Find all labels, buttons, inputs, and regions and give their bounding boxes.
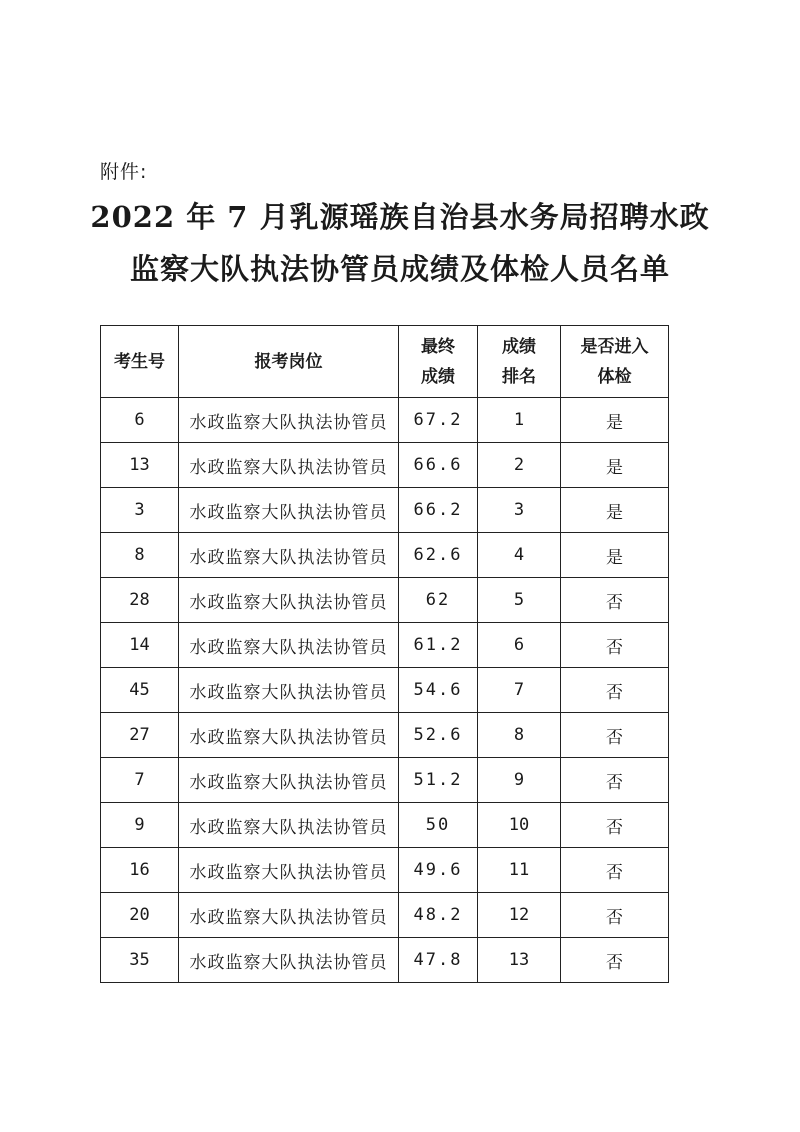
final-score-cell: 49.6: [399, 848, 478, 893]
final-score-cell: 67.2: [399, 398, 478, 443]
final-score-cell: 50: [399, 803, 478, 848]
physical-exam-cell: 否: [561, 848, 669, 893]
table-row: [101, 398, 669, 443]
final-score-cell: 62.6: [399, 533, 478, 578]
post-cell: 水政监察大队执法协管员: [179, 758, 399, 803]
header-row: [101, 326, 669, 398]
physical-exam-cell: 否: [561, 893, 669, 938]
exam-number-cell: 7: [101, 758, 179, 803]
final-score-cell: 48.2: [399, 893, 478, 938]
exam-number-cell: 27: [101, 713, 179, 758]
exam-number-cell: 8: [101, 533, 179, 578]
post-cell: 水政监察大队执法协管员: [179, 938, 399, 983]
exam-number-cell: 35: [101, 938, 179, 983]
attachment-label: 附件:: [100, 161, 148, 183]
final-score-cell: 66.2: [399, 488, 478, 533]
column-header-line: 成绩: [421, 366, 455, 387]
final-score-cell: 54.6: [399, 668, 478, 713]
exam-number-cell: 6: [101, 398, 179, 443]
physical-exam-cell: 否: [561, 623, 669, 668]
column-header-line: 排名: [502, 366, 536, 387]
post-cell: 水政监察大队执法协管员: [179, 443, 399, 488]
physical-exam-cell: 否: [561, 938, 669, 983]
table-row: [101, 713, 669, 758]
column-header-exam-no: [101, 326, 179, 398]
rank-cell: 9: [478, 758, 561, 803]
exam-number-cell: 20: [101, 893, 179, 938]
table-row: [101, 578, 669, 623]
column-header-line: 是否进入: [580, 336, 649, 357]
final-score-cell: 47.8: [399, 938, 478, 983]
post-cell: 水政监察大队执法协管员: [179, 668, 399, 713]
rank-cell: 4: [478, 533, 561, 578]
physical-exam-cell: 否: [561, 803, 669, 848]
column-header-rank: [478, 326, 561, 398]
physical-exam-cell: 是: [561, 533, 669, 578]
physical-exam-cell: 是: [561, 398, 669, 443]
final-score-cell: 66.6: [399, 443, 478, 488]
table-row: [101, 668, 669, 713]
table-row: [101, 623, 669, 668]
table-row: [101, 488, 669, 533]
exam-number-cell: 9: [101, 803, 179, 848]
rank-cell: 3: [478, 488, 561, 533]
post-cell: 水政监察大队执法协管员: [179, 848, 399, 893]
exam-number-cell: 16: [101, 848, 179, 893]
column-header-line: 最终: [421, 336, 455, 357]
table-row: [101, 533, 669, 578]
results-table: [100, 325, 669, 983]
column-header-post: [179, 326, 399, 398]
table-row: [101, 803, 669, 848]
column-header-line: 成绩: [502, 336, 536, 357]
rank-cell: 2: [478, 443, 561, 488]
post-cell: 水政监察大队执法协管员: [179, 713, 399, 758]
physical-exam-cell: 是: [561, 443, 669, 488]
exam-number-cell: 3: [101, 488, 179, 533]
rank-cell: 6: [478, 623, 561, 668]
final-score-cell: 62: [399, 578, 478, 623]
post-cell: 水政监察大队执法协管员: [179, 623, 399, 668]
column-header-line: 体检: [597, 366, 632, 387]
document-title-line-2: 监察大队执法协管员成绩及体检人员名单: [129, 252, 670, 286]
rank-cell: 13: [478, 938, 561, 983]
results-table-header: [101, 326, 669, 398]
column-header-line: 报考岗位: [254, 351, 323, 372]
exam-number-cell: 14: [101, 623, 179, 668]
rank-cell: 10: [478, 803, 561, 848]
exam-number-cell: 45: [101, 668, 179, 713]
post-cell: 水政监察大队执法协管员: [179, 398, 399, 443]
column-header-physical: [561, 326, 669, 398]
table-row: [101, 938, 669, 983]
rank-cell: 1: [478, 398, 561, 443]
physical-exam-cell: 是: [561, 488, 669, 533]
physical-exam-cell: 否: [561, 668, 669, 713]
results-table-body: [101, 398, 669, 983]
physical-exam-cell: 否: [561, 758, 669, 803]
column-header-score: [399, 326, 478, 398]
physical-exam-cell: 否: [561, 713, 669, 758]
post-cell: 水政监察大队执法协管员: [179, 803, 399, 848]
rank-cell: 11: [478, 848, 561, 893]
physical-exam-cell: 否: [561, 578, 669, 623]
column-header-line: 考生号: [114, 351, 165, 372]
rank-cell: 5: [478, 578, 561, 623]
rank-cell: 7: [478, 668, 561, 713]
table-row: [101, 848, 669, 893]
post-cell: 水政监察大队执法协管员: [179, 533, 399, 578]
table-row: [101, 758, 669, 803]
table-row: [101, 893, 669, 938]
exam-number-cell: 13: [101, 443, 179, 488]
post-cell: 水政监察大队执法协管员: [179, 488, 399, 533]
final-score-cell: 52.6: [399, 713, 478, 758]
post-cell: 水政监察大队执法协管员: [179, 893, 399, 938]
final-score-cell: 51.2: [399, 758, 478, 803]
rank-cell: 8: [478, 713, 561, 758]
document-title-line-1: 2022 年 7 月乳源瑶族自治县水务局招聘水政: [90, 200, 710, 234]
table-row: [101, 443, 669, 488]
exam-number-cell: 28: [101, 578, 179, 623]
rank-cell: 12: [478, 893, 561, 938]
final-score-cell: 61.2: [399, 623, 478, 668]
post-cell: 水政监察大队执法协管员: [179, 578, 399, 623]
